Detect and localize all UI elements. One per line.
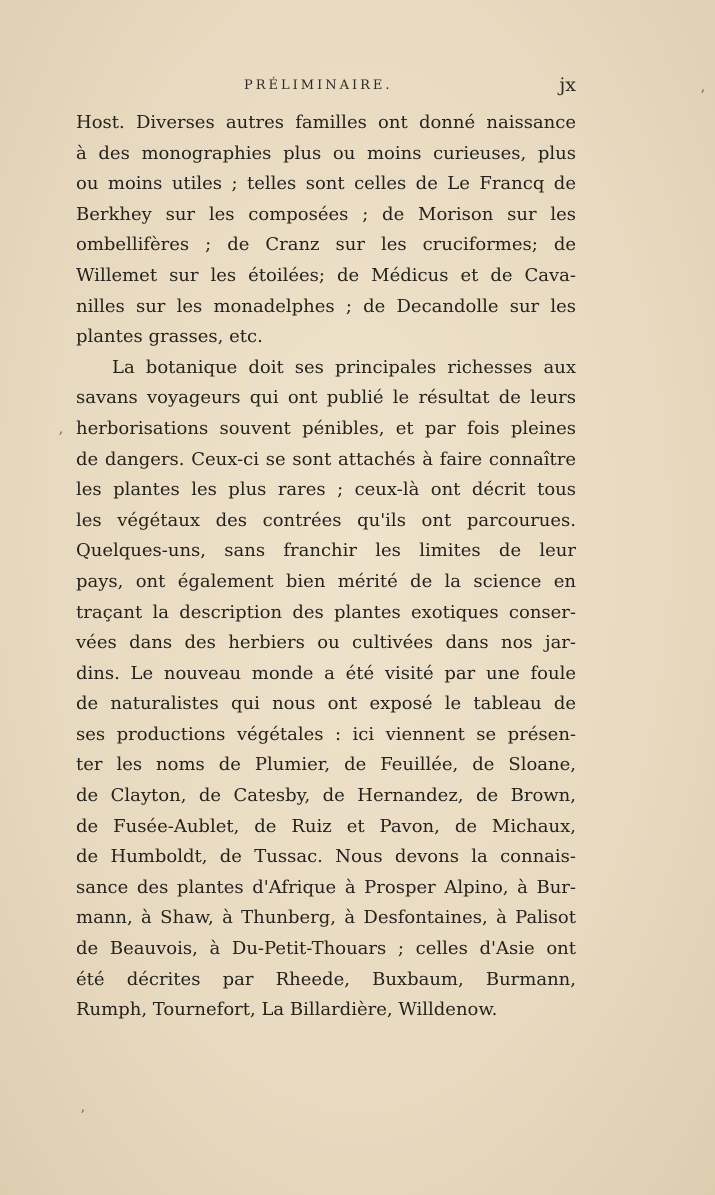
text-line: les végétaux des contrées qu'ils ont parcourues. (76, 509, 576, 531)
text-line: ou moins utiles ; telles sont celles de Le Francq de (76, 173, 576, 195)
text-line: plantes grasses, etc. (76, 326, 263, 348)
text-line: ses productions végétales : ici viennent se présen- (76, 723, 576, 745)
text-line: dins. Le nouveau monde a été visité par une foule (76, 662, 576, 684)
text-line: mann, à Shaw, à Thunberg, à Desfontaines, à Palisot (76, 907, 576, 929)
text-line: de naturalistes qui nous ont exposé le tableau de (76, 693, 576, 715)
page-number: jx (559, 74, 576, 96)
text-line: nilles sur les monadelphes ; de Decandolle sur les (76, 295, 576, 317)
body-text (76, 108, 576, 1026)
text-line: de Clayton, de Catesby, de Hernandez, de Brown, (76, 785, 576, 807)
text-line: vées dans des herbiers ou cultivées dans nos jar- (76, 632, 576, 654)
text-line: ombellifères ; de Cranz sur les cruciformes; de (76, 234, 576, 256)
text-line: Willemet sur les étoilées; de Médicus et de Cava- (76, 264, 576, 286)
text-line: Quelques-uns, sans franchir les limites de leur (76, 540, 576, 562)
stray-mark: ʼ (700, 88, 705, 104)
text-line: Rumph, Tournefort, La Billardière, Willdenow. (76, 999, 498, 1021)
paragraph-start-line: La botanique doit ses principales richesses aux (112, 356, 576, 378)
text-line: été décrites par Rheede, Buxbaum, Burmann, (76, 968, 576, 990)
text-line: traçant la description des plantes exotiques conser- (76, 601, 576, 623)
text-line: pays, ont également bien mérité de la science en (76, 570, 576, 592)
page-header (76, 74, 576, 102)
stray-mark: ʼ (80, 1108, 85, 1124)
text-line: herborisations souvent pénibles, et par fois pleines (76, 417, 576, 439)
stray-mark: ʼ (58, 430, 63, 446)
running-title: PRÉLIMINAIRE. (244, 78, 393, 93)
text-line: ter les noms de Plumier, de Feuillée, de Sloane, (76, 754, 576, 776)
text-line: Host. Diverses autres familles ont donné naissance (76, 112, 576, 133)
text-line: sance des plantes d'Afrique à Prosper Alpino, à Bur- (76, 876, 576, 898)
text-line: à des monographies plus ou moins curieuses, plus (76, 142, 576, 164)
text-line: les plantes les plus rares ; ceux-là ont décrit tous (76, 479, 576, 501)
text-line: Berkhey sur les composées ; de Morison sur les (76, 203, 576, 225)
text-line: de dangers. Ceux-ci se sont attachés à faire connaître (76, 448, 576, 470)
text-line: de Humboldt, de Tussac. Nous devons la connais- (76, 846, 576, 868)
text-line: de Beauvois, à Du-Petit-Thouars ; celles d'Asie ont (76, 938, 576, 960)
text-line: savans voyageurs qui ont publié le résultat de leurs (76, 387, 576, 409)
text-line: de Fusée-Aublet, de Ruiz et Pavon, de Michaux, (76, 815, 576, 837)
